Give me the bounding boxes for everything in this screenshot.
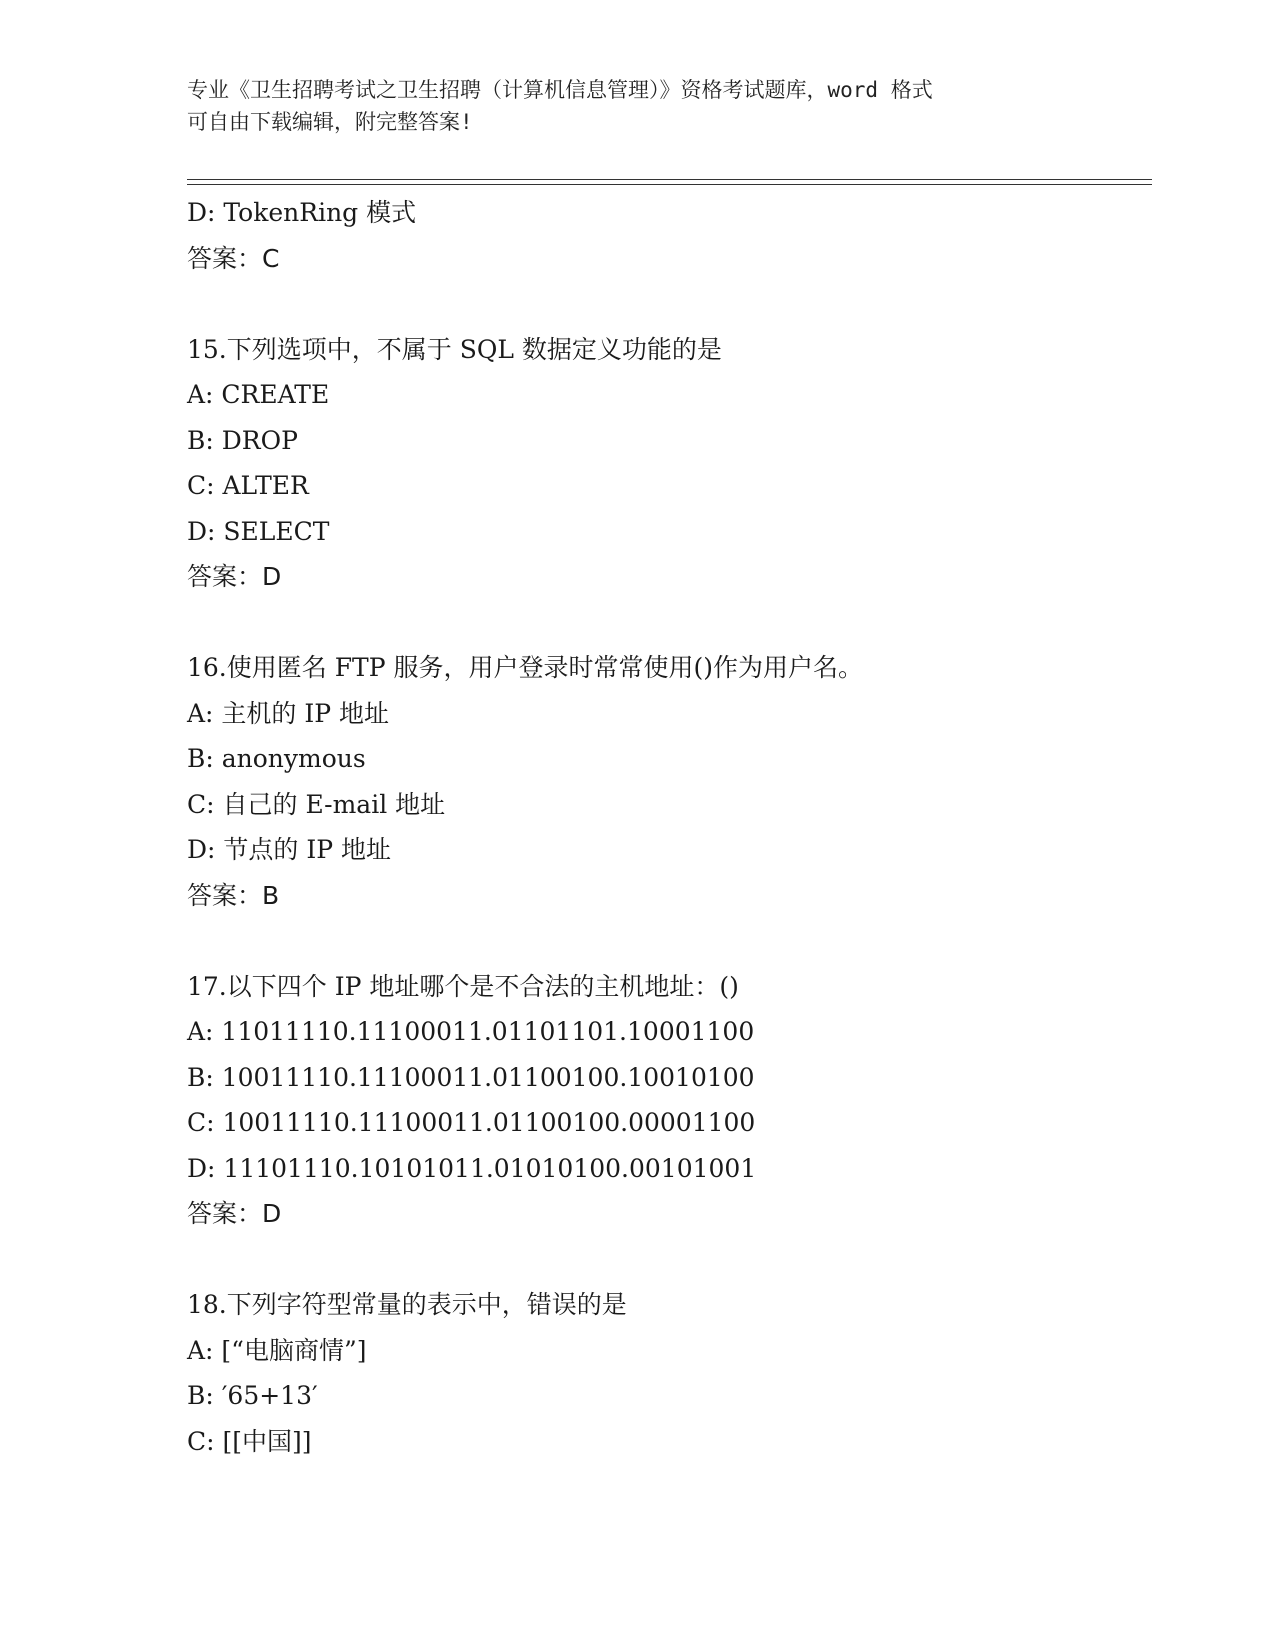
answer-prev: 答案：C: [187, 243, 280, 273]
option-d-prev: D: TokenRing 模式: [187, 198, 417, 227]
question-16-option-b: B: anonymous: [187, 744, 366, 773]
question-17-stem: 17.以下四个 IP 地址哪个是不合法的主机地址：(): [187, 971, 739, 1001]
question-17-option-c: C: 10011110.11100011.01100100.00001100: [187, 1108, 756, 1137]
question-17-answer: 答案：D: [187, 1199, 282, 1228]
question-18-option-a: A: [“电脑商情”]: [187, 1335, 367, 1365]
question-16-option-c: C: 自己的 E-mail 地址: [187, 789, 446, 819]
question-16-option-d: D: 节点的 IP 地址: [187, 835, 392, 864]
document-header: [187, 74, 1087, 138]
question-18-stem: 18.下列字符型常量的表示中，错误的是: [187, 1290, 627, 1319]
question-15-option-b: B: DROP: [187, 425, 298, 455]
question-17-option-b: B: 10011110.11100011.01100100.10010100: [187, 1062, 755, 1092]
spacer: [187, 600, 1147, 646]
question-15-option-c: C: ALTER: [187, 471, 309, 500]
header-line-2: 可自由下载编辑，附完整答案!: [187, 110, 473, 134]
question-15-answer: 答案：D: [187, 562, 282, 591]
question-17-option-a: A: 11011110.11100011.01101101.10001100: [187, 1017, 755, 1046]
spacer: [187, 918, 1147, 964]
spacer: [187, 281, 1147, 327]
question-15-stem: 15.下列选项中，不属于 SQL 数据定义功能的是: [187, 334, 722, 364]
header-divider-top: [187, 179, 1152, 180]
header-line-1: 专业《卫生招聘考试之卫生招聘（计算机信息管理）》资格考试题库，word 格式: [187, 78, 933, 102]
question-18-option-c: C: [[中国]]: [187, 1426, 312, 1456]
spacer: [187, 1237, 1147, 1283]
question-16-option-a: A: 主机的 IP 地址: [187, 698, 390, 728]
question-18-option-b: B: ′65+13′: [187, 1381, 318, 1410]
question-16-answer: 答案：B: [187, 880, 280, 910]
question-15-option-d: D: SELECT: [187, 516, 330, 546]
question-list: [187, 190, 1147, 1464]
question-17-option-d: D: 11101110.10101011.01010100.00101001: [187, 1153, 757, 1183]
header-divider-bottom: [187, 184, 1152, 185]
question-16-stem: 16.使用匿名 FTP 服务，用户登录时常常使用()作为用户名。: [187, 653, 864, 682]
question-15-option-a: A: CREATE: [187, 380, 330, 409]
